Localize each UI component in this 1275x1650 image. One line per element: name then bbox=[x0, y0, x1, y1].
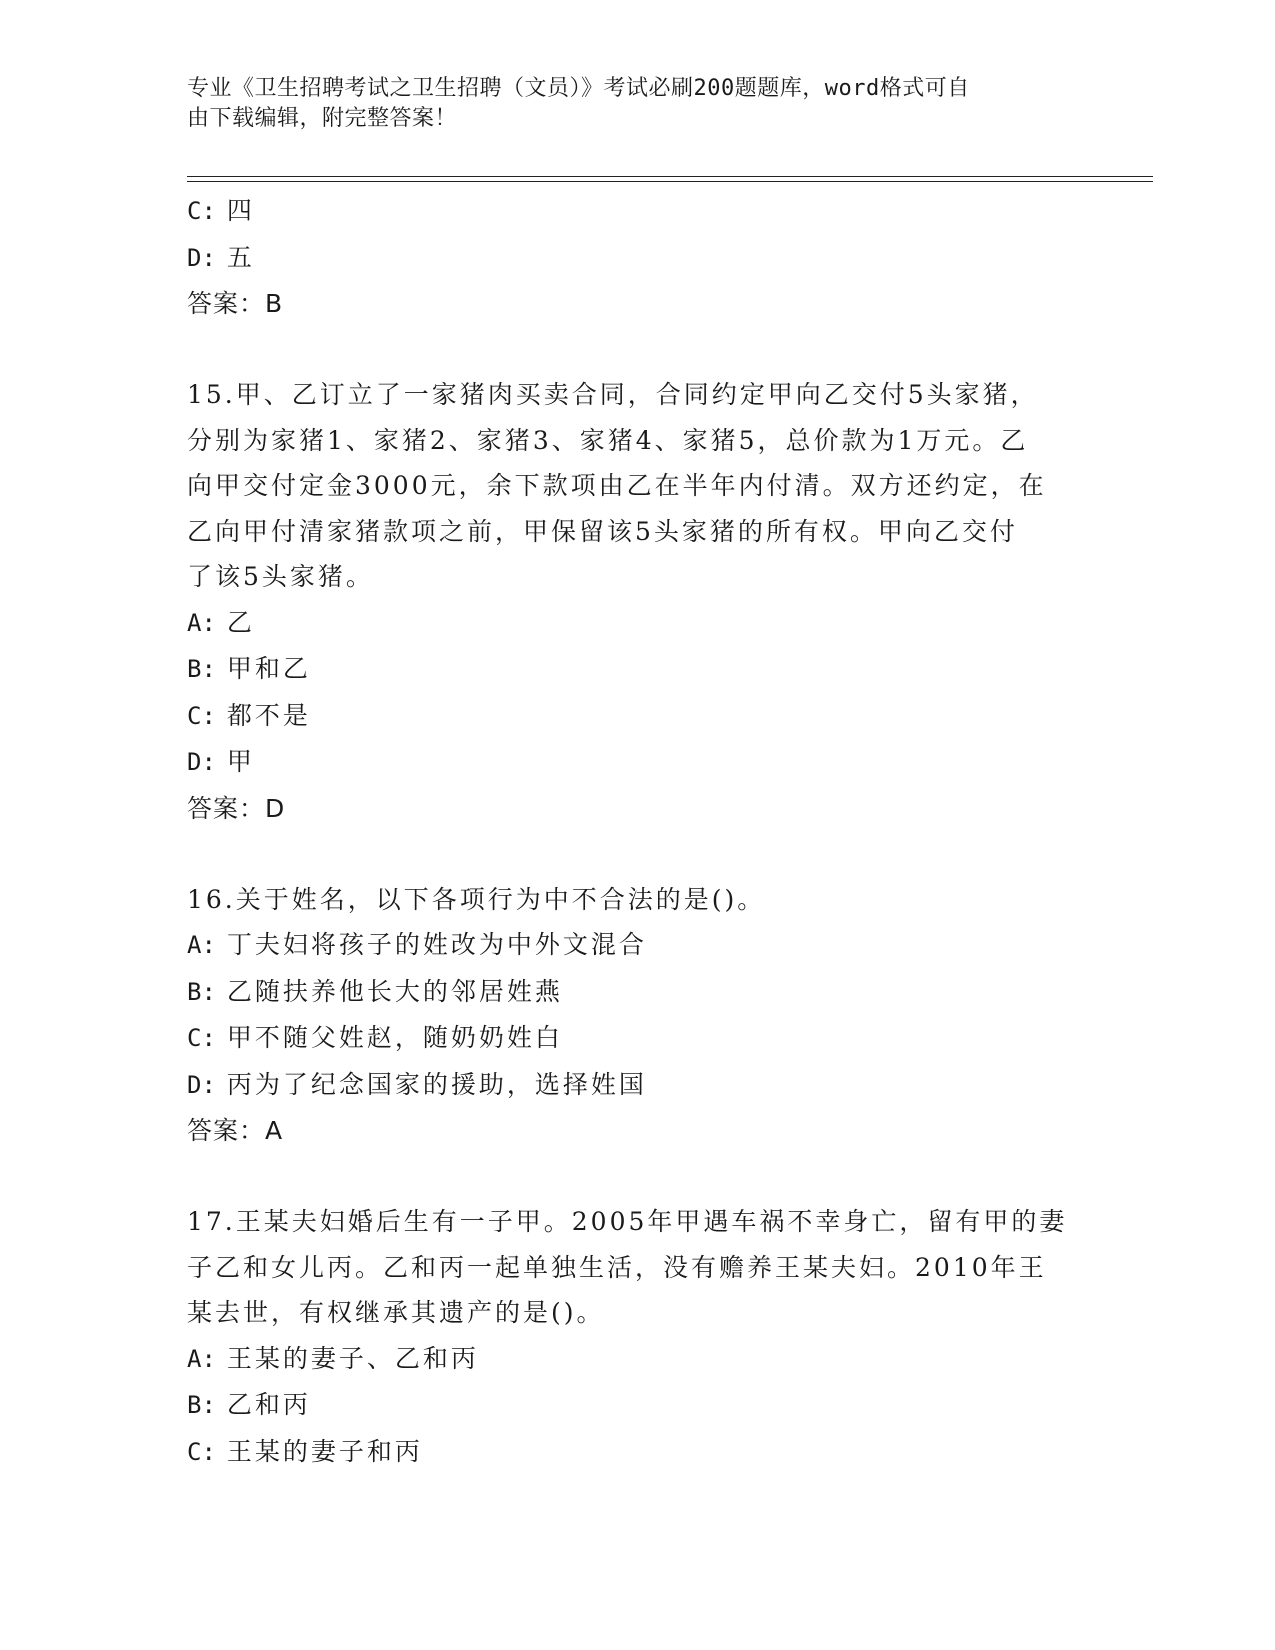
question-text-line: 15.甲、乙订立了一家猪肉买卖合同，合同约定甲向乙交付5头家猪， bbox=[187, 380, 1039, 409]
option-c bbox=[187, 1429, 1087, 1476]
prev-question-block bbox=[187, 188, 1087, 327]
option-d bbox=[187, 235, 1087, 282]
option-text: 甲和乙 bbox=[226, 654, 311, 683]
option-label: D: bbox=[187, 748, 216, 776]
question-text-line: 子乙和女儿丙。乙和丙一起单独生活，没有赡养王某夫妇。2010年王 bbox=[187, 1252, 1047, 1282]
option-label: D: bbox=[187, 243, 216, 272]
option-d bbox=[187, 1062, 1087, 1109]
option-b bbox=[187, 969, 1087, 1016]
spacer bbox=[187, 831, 1087, 877]
question-text-line: 向甲交付定金3000元，余下款项由乙在半年内付清。双方还约定，在 bbox=[187, 471, 1047, 500]
option-label: C: bbox=[187, 1024, 216, 1052]
option-text: 乙随扶养他长大的邻居姓燕 bbox=[226, 976, 563, 1006]
header-line-2: 由下载编辑，附完整答案！ bbox=[187, 106, 458, 131]
answer-line: 答案：B bbox=[187, 289, 284, 318]
question-text-line: 某去世，有权继承其遗产的是()。 bbox=[187, 1298, 605, 1327]
option-text: 四 bbox=[226, 196, 255, 225]
question-text-line: 乙向甲付清家猪款项之前，甲保留该5头家猪的所有权。甲向乙交付 bbox=[187, 516, 1018, 546]
question-text-line: 分别为家猪1、家猪2、家猪3、家猪4、家猪5，总价款为1万元。乙 bbox=[187, 425, 1029, 455]
page-header bbox=[187, 74, 1067, 134]
option-a bbox=[187, 922, 1087, 969]
option-text: 丙为了纪念国家的援助，选择姓国 bbox=[226, 1069, 647, 1099]
option-text: 甲不随父姓赵，随奶奶姓白 bbox=[226, 1023, 563, 1052]
question-text-line: 了该5头家猪。 bbox=[187, 562, 374, 591]
option-b bbox=[187, 646, 1087, 693]
option-text: 五 bbox=[226, 242, 255, 272]
option-label: D: bbox=[187, 1070, 216, 1099]
spacer bbox=[187, 327, 1087, 373]
option-label: C: bbox=[187, 197, 216, 225]
question-text-line: 17.王某夫妇婚后生有一子甲。2005年甲遇车祸不幸身亡，留有甲的妻 bbox=[187, 1207, 1068, 1236]
question-15 bbox=[187, 372, 1087, 831]
header-rule-top bbox=[187, 176, 1153, 177]
option-text: 乙和丙 bbox=[226, 1390, 311, 1419]
option-label: B: bbox=[187, 977, 216, 1006]
option-label: C: bbox=[187, 1437, 216, 1466]
option-label: B: bbox=[187, 655, 216, 683]
option-text: 甲 bbox=[226, 747, 255, 776]
option-a bbox=[187, 1336, 1087, 1383]
question-16 bbox=[187, 877, 1087, 1154]
option-label: B: bbox=[187, 1391, 216, 1419]
spacer bbox=[187, 1154, 1087, 1200]
question-content bbox=[187, 188, 1087, 1475]
option-text: 都不是 bbox=[226, 700, 311, 730]
option-c bbox=[187, 1015, 1087, 1062]
option-c bbox=[187, 693, 1087, 740]
answer-line: 答案：D bbox=[187, 793, 286, 823]
option-a bbox=[187, 600, 1087, 647]
option-label: A: bbox=[187, 608, 216, 637]
option-label: A: bbox=[187, 931, 216, 959]
option-text: 乙 bbox=[226, 607, 255, 637]
question-17 bbox=[187, 1199, 1087, 1475]
option-text: 丁夫妇将孩子的姓改为中外文混合 bbox=[226, 930, 647, 959]
option-label: A: bbox=[187, 1344, 216, 1373]
question-text-line: 16.关于姓名，以下各项行为中不合法的是()。 bbox=[187, 884, 766, 914]
option-d bbox=[187, 739, 1087, 786]
answer-line: 答案：A bbox=[187, 1116, 284, 1145]
option-label: C: bbox=[187, 701, 216, 730]
header-line-1: 专业《卫生招聘考试之卫生招聘（文员）》考试必刷200题题库，word格式可自 bbox=[187, 76, 970, 101]
option-b bbox=[187, 1382, 1087, 1429]
header-rule-bottom bbox=[187, 181, 1153, 182]
option-c bbox=[187, 188, 1087, 235]
option-text: 王某的妻子和丙 bbox=[226, 1436, 423, 1466]
option-text: 王某的妻子、乙和丙 bbox=[226, 1343, 479, 1373]
